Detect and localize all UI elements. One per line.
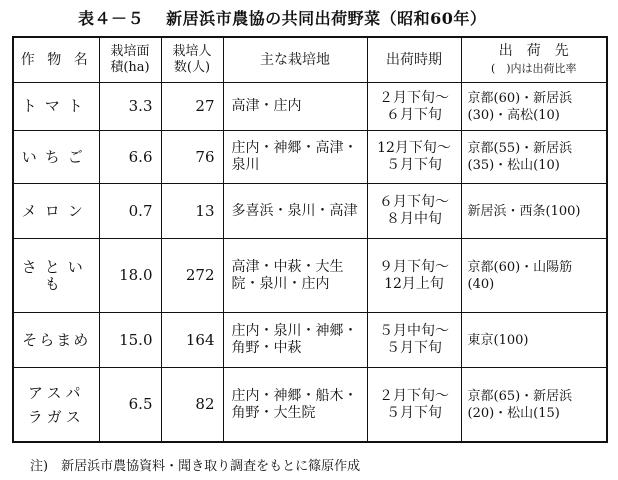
period-value bbox=[367, 83, 461, 131]
crop-name: そらまめ bbox=[13, 313, 99, 368]
period-start: ９月下旬～ bbox=[379, 258, 449, 275]
area-value: 15.0 bbox=[99, 313, 161, 368]
area-value: 3.3 bbox=[99, 83, 161, 131]
area-value: 6.5 bbox=[99, 368, 161, 443]
destination-value bbox=[461, 239, 607, 313]
crop-name: いちご bbox=[13, 131, 99, 184]
destination-value bbox=[461, 184, 607, 239]
header-main-area-label: 主な栽培地 bbox=[260, 51, 330, 68]
header-area-line1: 栽培面 bbox=[110, 44, 150, 59]
main-area-value: 高津・中萩・大生院・泉川・庄内 bbox=[223, 239, 367, 313]
header-growers bbox=[161, 37, 223, 83]
table-row bbox=[13, 239, 607, 313]
header-destination-line2: ( )内は出荷比率 bbox=[490, 62, 577, 75]
table-row bbox=[13, 368, 607, 443]
destination-line2: (35)・松山(10) bbox=[467, 158, 560, 173]
header-period-label: 出荷時期 bbox=[386, 51, 442, 68]
crop-name: メロン bbox=[13, 184, 99, 239]
destination-line2: (40) bbox=[467, 276, 495, 292]
area-value: 6.6 bbox=[99, 131, 161, 184]
table-number: 表４－５ bbox=[78, 9, 145, 28]
growers-value: 272 bbox=[161, 239, 223, 313]
header-growers-line2: 数(人) bbox=[173, 60, 211, 75]
vegetable-shipping-table bbox=[12, 36, 608, 443]
main-area-value: 庄内・泉川・神郷・角野・中萩 bbox=[223, 313, 367, 368]
growers-value: 76 bbox=[161, 131, 223, 184]
destination-value bbox=[461, 131, 607, 184]
period-start: ６月下旬～ bbox=[379, 194, 449, 210]
main-area-value: 多喜浜・泉川・高津 bbox=[223, 184, 367, 239]
table-row bbox=[13, 83, 607, 131]
period-end: ５月下旬 bbox=[386, 157, 442, 173]
destination-line1: 京都(60)・新居浜 bbox=[467, 90, 573, 106]
table-caption: 新居浜市農協の共同出荷野菜（昭和60年） bbox=[166, 9, 487, 28]
header-crop-label: 作 物 名 bbox=[20, 51, 92, 68]
period-value bbox=[367, 313, 461, 368]
period-value bbox=[367, 131, 461, 184]
header-crop bbox=[13, 37, 99, 83]
period-value bbox=[367, 184, 461, 239]
header-destination bbox=[461, 37, 607, 83]
area-value: 18.0 bbox=[99, 239, 161, 313]
period-start: ５月中旬～ bbox=[379, 323, 449, 339]
table-row bbox=[13, 184, 607, 239]
header-area bbox=[99, 37, 161, 83]
main-area-value: 高津・庄内 bbox=[223, 83, 367, 131]
period-value bbox=[367, 239, 461, 313]
table-row bbox=[13, 313, 607, 368]
source-note: 注) 新居浜市農協資料・聞き取り調査をもとに篠原作成 bbox=[30, 459, 361, 474]
table-title bbox=[78, 6, 486, 29]
area-value: 0.7 bbox=[99, 184, 161, 239]
main-area-value: 庄内・神郷・高津・泉川 bbox=[223, 131, 367, 184]
header-destination-line1: 出 荷 先 bbox=[498, 43, 569, 59]
destination-line1: 京都(55)・新居浜 bbox=[467, 141, 573, 156]
header-main-area bbox=[223, 37, 367, 83]
main-area-value: 庄内・神郷・船木・角野・大生院 bbox=[223, 368, 367, 443]
period-value bbox=[367, 368, 461, 443]
destination-value bbox=[461, 368, 607, 443]
growers-value: 164 bbox=[161, 313, 223, 368]
header-period bbox=[367, 37, 461, 83]
period-start: ２月下旬～ bbox=[379, 89, 449, 106]
period-end: 12月上旬 bbox=[384, 275, 444, 292]
destination-line1: 京都(60)・山陽筋 bbox=[467, 259, 573, 275]
growers-value: 82 bbox=[161, 368, 223, 443]
header-area-line2: 積(ha) bbox=[110, 60, 150, 75]
destination-line1: 東京(100) bbox=[467, 332, 529, 348]
growers-value: 13 bbox=[161, 184, 223, 239]
period-end: ５月下旬 bbox=[386, 340, 442, 356]
growers-value: 27 bbox=[161, 83, 223, 131]
period-start: ２月下旬～ bbox=[379, 387, 449, 404]
period-end: ８月中旬 bbox=[386, 211, 442, 227]
destination-value bbox=[461, 313, 607, 368]
destination-line1: 京都(65)・新居浜 bbox=[467, 388, 573, 404]
crop-name: アスパラガス bbox=[13, 368, 99, 443]
destination-line2: (20)・松山(15) bbox=[467, 405, 560, 421]
destination-value bbox=[461, 83, 607, 131]
period-end: ５月下旬 bbox=[386, 404, 442, 421]
period-end: ６月下旬 bbox=[386, 106, 442, 123]
crop-name: さといも bbox=[13, 239, 99, 313]
header-row bbox=[13, 37, 607, 83]
header-growers-line1: 栽培人 bbox=[172, 44, 212, 59]
destination-line1: 新居浜・西条(100) bbox=[467, 203, 581, 219]
destination-line2: (30)・高松(10) bbox=[467, 107, 560, 123]
crop-name: トマト bbox=[13, 83, 99, 131]
table-row bbox=[13, 131, 607, 184]
period-start: 12月下旬～ bbox=[377, 140, 451, 156]
